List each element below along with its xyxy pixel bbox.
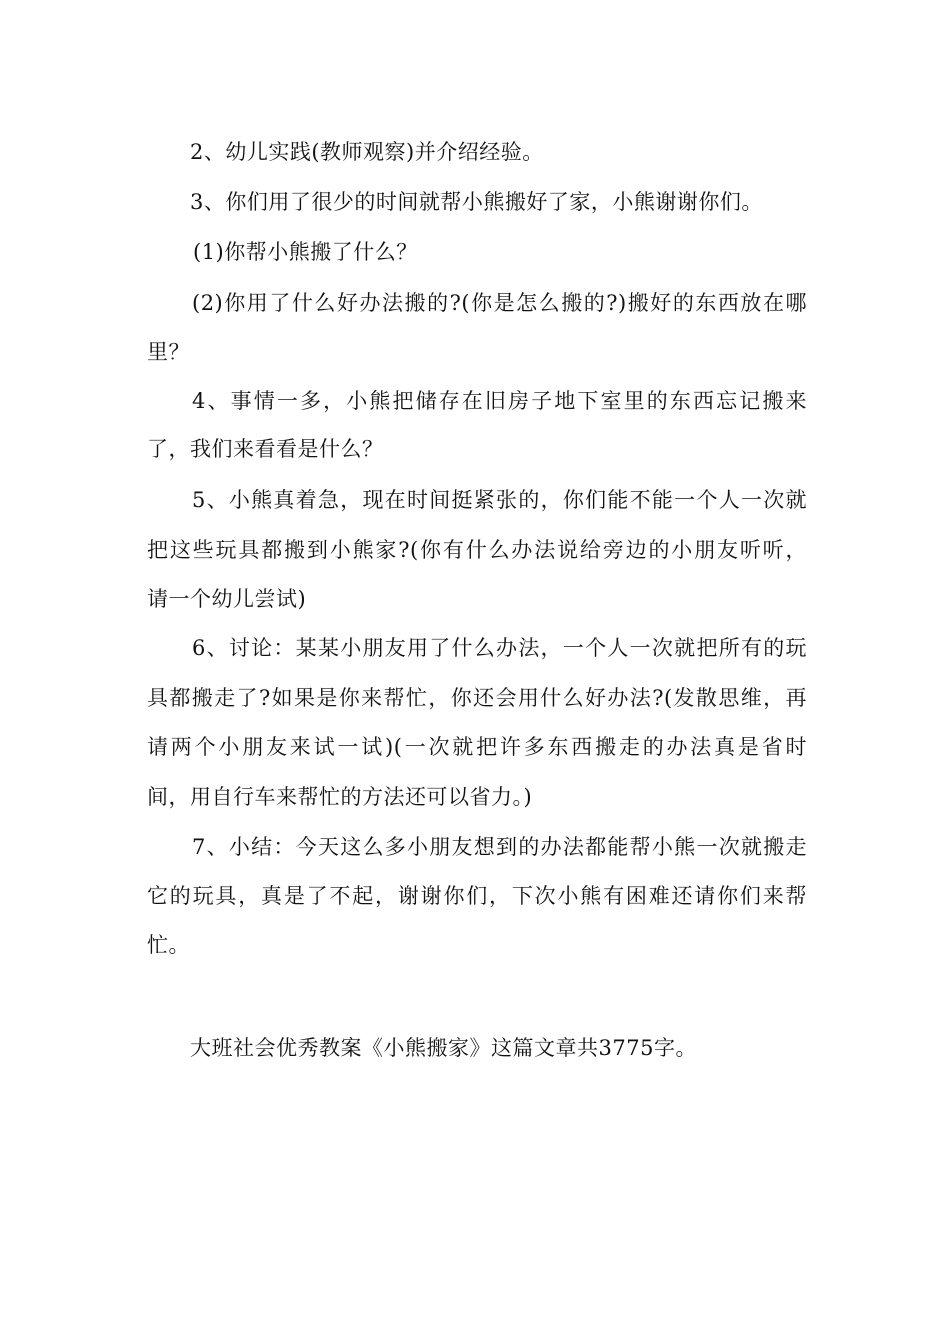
paragraph-line: 4、事情一多，小熊把储存在旧房子地下室里的东西忘记搬来	[192, 389, 807, 413]
paragraph-line: 把这些玩具都搬到小熊家?(你有什么办法说给旁边的小朋友听听，	[147, 538, 807, 562]
paragraph-line: 5、小熊真着急，现在时间挺紧张的，你们能不能一个人一次就	[192, 488, 807, 512]
paragraph-line: 请两个小朋友来试一试)(一次就把许多东西搬走的办法真是省时	[147, 735, 807, 759]
paragraph-line: 忙。	[147, 933, 190, 957]
paragraph-line: (2)你用了什么好办法搬的?(你是怎么搬的?)搬好的东西放在哪	[192, 291, 807, 315]
paragraph-line: 请一个幼儿尝试)	[147, 587, 307, 611]
paragraph-line: 具都搬走了?如果是你来帮忙，你还会用什么好办法?(发散思维，再	[147, 686, 807, 710]
paragraph-line: 3、你们用了很少的时间就帮小熊搬好了家，小熊谢谢你们。	[190, 190, 763, 214]
paragraph-line: 间，用自行车来帮忙的方法还可以省力。)	[147, 785, 533, 809]
document-footer: 大班社会优秀教案《小熊搬家》这篇文章共3775字。	[190, 1036, 697, 1060]
paragraph-line: 7、小结：今天这么多小朋友想到的办法都能帮小熊一次就搬走	[192, 835, 807, 859]
paragraph-line: 6、讨论：某某小朋友用了什么办法，一个人一次就把所有的玩	[192, 636, 807, 660]
paragraph-line: 了，我们来看看是什么？	[147, 437, 384, 461]
paragraph-line: (1)你帮小熊搬了什么？	[193, 240, 418, 264]
paragraph-line: 里？	[147, 340, 190, 364]
paragraph-line: 2、幼儿实践(教师观察)并介绍经验。	[190, 140, 544, 164]
paragraph-line: 它的玩具，真是了不起，谢谢你们，下次小熊有困难还请你们来帮	[147, 884, 807, 908]
